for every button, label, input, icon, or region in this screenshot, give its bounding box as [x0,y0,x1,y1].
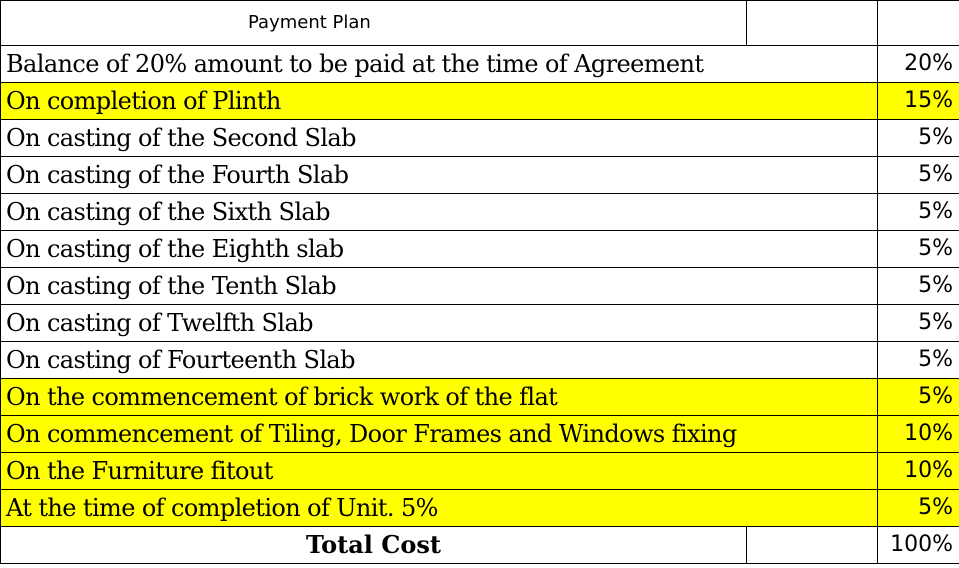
row-label: On casting of the Second Slab [1,120,878,157]
table-row [1,379,959,416]
table-row [1,231,959,268]
table-row [1,194,959,231]
header-empty-cell [878,1,959,46]
table-row [1,83,959,120]
row-label: On completion of Plinth [1,83,878,120]
row-percentage: 5% [878,120,959,157]
row-percentage: 15% [878,83,959,120]
row-label: On casting of Twelfth Slab [1,305,878,342]
table-row [1,416,959,453]
row-label: On the Furniture fitout [1,453,878,490]
table-row [1,342,959,379]
row-percentage: 10% [878,416,959,453]
row-percentage: 5% [878,194,959,231]
table-row [1,157,959,194]
header-row [1,1,959,46]
row-label: On casting of the Sixth Slab [1,194,878,231]
row-label: At the time of completion of Unit. 5% [1,490,878,527]
row-label: On the commencement of brick work of the flat [1,379,878,416]
table-row [1,268,959,305]
table-row [1,305,959,342]
header-empty-cell [747,1,878,46]
table-row [1,453,959,490]
row-label: On commencement of Tiling, Door Frames and Windows fixing [1,416,878,453]
row-percentage: 5% [878,268,959,305]
row-percentage: 5% [878,379,959,416]
total-percentage: 100% [878,527,959,564]
row-percentage: 5% [878,305,959,342]
row-percentage: 5% [878,231,959,268]
table-row [1,120,959,157]
row-label: On casting of the Tenth Slab [1,268,878,305]
row-percentage: 5% [878,342,959,379]
row-percentage: 5% [878,490,959,527]
total-row [1,527,959,564]
row-percentage: 5% [878,157,959,194]
row-label: On casting of the Eighth slab [1,231,878,268]
row-label: On casting of Fourteenth Slab [1,342,878,379]
row-percentage: 20% [878,46,959,83]
table-row [1,46,959,83]
row-percentage: 10% [878,453,959,490]
total-label: Total Cost [1,527,747,564]
row-label: Balance of 20% amount to be paid at the time of Agreement [1,46,878,83]
total-empty-cell [747,527,878,564]
row-label: On casting of the Fourth Slab [1,157,878,194]
table-row [1,490,959,527]
table-title: Payment Plan [1,1,747,46]
